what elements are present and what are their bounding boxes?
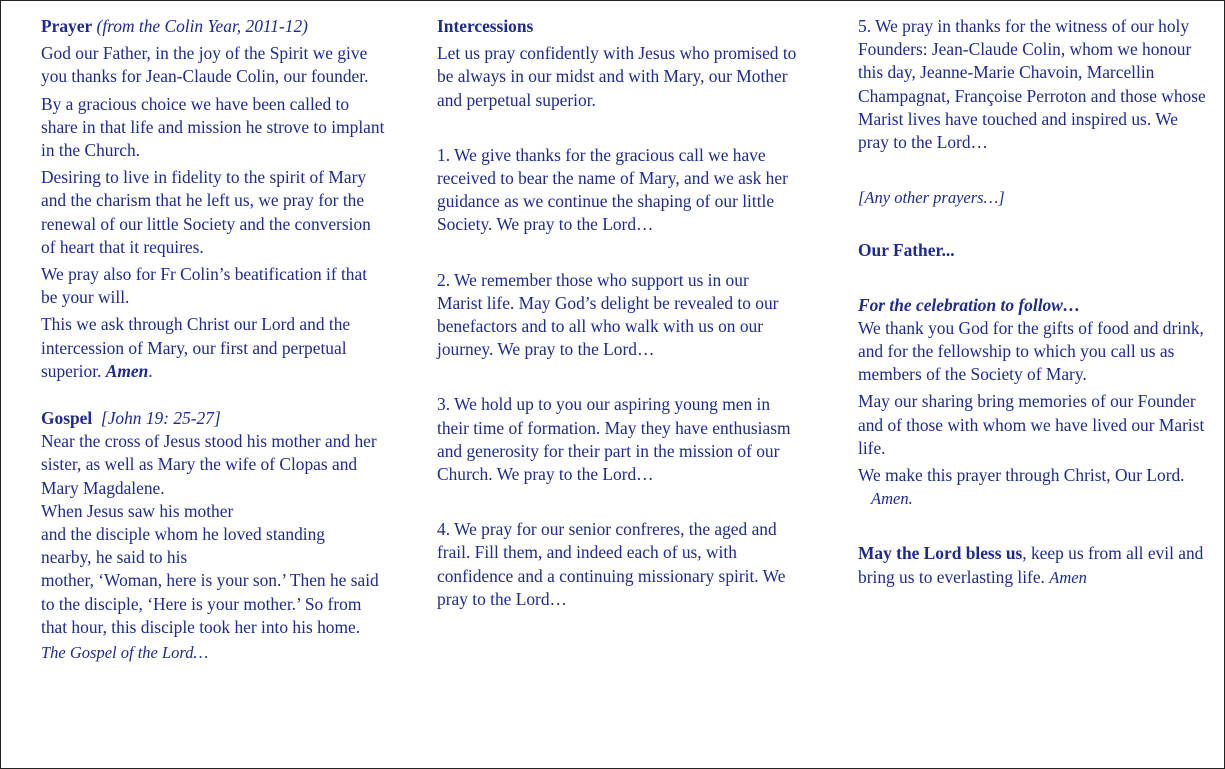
celebration-paragraph-2: May our sharing bring memories of our Founder and of those with whom we have lived our Marist life. xyxy=(858,391,1205,458)
prayer-paragraph-4: We pray also for Fr Colin’s beatification if that be your will. xyxy=(41,264,368,308)
prayer-heading-line xyxy=(41,15,386,38)
prayer-heading: Prayer xyxy=(41,16,93,36)
column-closing xyxy=(858,15,1210,589)
column-prayer-gospel xyxy=(41,15,386,664)
blessing-amen: Amen xyxy=(1049,567,1087,587)
celebration-paragraph-1: We thank you God for the gifts of food and drink, and for the fellowship to which you call us as members of the Society of Mary. xyxy=(858,317,1204,385)
prayer-source: (from the Colin Year, 2011-12) xyxy=(96,16,308,36)
intercession-item: 3. We hold up to you our aspiring young men in their time of formation. May they have enthusiasm and generosity for their part in the mission of our Church. We pray to the Lord… xyxy=(437,394,791,485)
gospel-line-1: Near the cross of Jesus stood his mother and her sister, as well as Mary the wife of Clopas and Mary Magdalene. xyxy=(41,431,377,498)
prayer-paragraph-3: Desiring to live in fidelity to the spirit of Mary and the charism that he left us, we pray for the renewal of our little Society and the conversion of heart that it requires. xyxy=(41,167,371,257)
gospel-line-4: mother, ‘Woman, here is your son.’ Then he said to the disciple, ‘Here is your mother.’ So from that hour, this disciple took her into his home. xyxy=(41,570,379,637)
celebration-paragraph-3-text: We make this prayer through Christ, Our Lord. xyxy=(858,465,1185,486)
celebration-paragraph-3 xyxy=(858,464,1210,510)
gospel-reference: [John 19: 25-27] xyxy=(100,408,221,429)
intercession-item: 4. We pray for our senior confreres, the aged and frail. Fill them, and indeed each of us, with confidence and a continuing missionary spirit. We pray to the Lord… xyxy=(437,519,786,609)
gospel-heading: Gospel xyxy=(41,408,93,429)
our-father: Our Father... xyxy=(858,240,955,261)
intercession-item: 2. We remember those who support us in our Marist life. May God’s delight be revealed to our benefactors and to all who walk with us on our journey. We pray to the Lord… xyxy=(437,269,779,360)
prayer-paragraph-5-text: This we ask through Christ our Lord and the intercession of Mary, our first and perpetual superior. xyxy=(41,314,351,381)
intercessions-heading: Intercessions xyxy=(437,16,534,36)
prayer-paragraph-2: By a gracious choice we have been called to share in that life and mission he strove to implant in the Church. xyxy=(41,93,385,161)
gospel-line-2: When Jesus saw his mother xyxy=(41,500,234,521)
other-prayers: [Any other prayers…] xyxy=(858,188,1005,208)
prayer-paragraph-5 xyxy=(41,313,386,383)
prayer-amen: Amen xyxy=(105,360,149,381)
intercession-item: 1. We give thanks for the gracious call we have received to bear the name of Mary, and we ask her guidance as we continue the shaping of our little Society. We pray to the Lord… xyxy=(437,144,788,235)
prayer-end-period: . xyxy=(148,360,153,381)
intercessions-intro: Let us pray confidently with Jesus who promised to be always in our midst and with Mary, our Mother and perpetual superior. xyxy=(437,43,797,110)
blessing-rest: , keep us from all evil and bring us to everlasting life. xyxy=(858,543,1204,587)
prayer-paragraph-1: God our Father, in the joy of the Spirit we give you thanks for Jean-Claude Colin, our founder. xyxy=(41,43,369,87)
blessing xyxy=(858,542,1210,588)
intercession-item-5: 5. We pray in thanks for the witness of our holy Founders: Jean-Claude Colin, whom we honour this day, Jeanne-Marie Chavoin, Marcellin Champagnat, Françoise Perroton and those whose Marist lives have touched and inspired us. We pray to the Lord… xyxy=(858,16,1206,153)
blessing-bold: May the Lord bless us xyxy=(858,543,1023,564)
gospel-closing: The Gospel of the Lord… xyxy=(41,643,209,663)
gospel-line-3: and the disciple whom he loved standing nearby, he said to his xyxy=(41,524,325,568)
celebration-heading: For the celebration to follow… xyxy=(858,294,1081,315)
column-intercessions xyxy=(437,15,797,611)
gospel-heading-line xyxy=(41,407,386,430)
celebration-amen: Amen. xyxy=(871,489,913,509)
